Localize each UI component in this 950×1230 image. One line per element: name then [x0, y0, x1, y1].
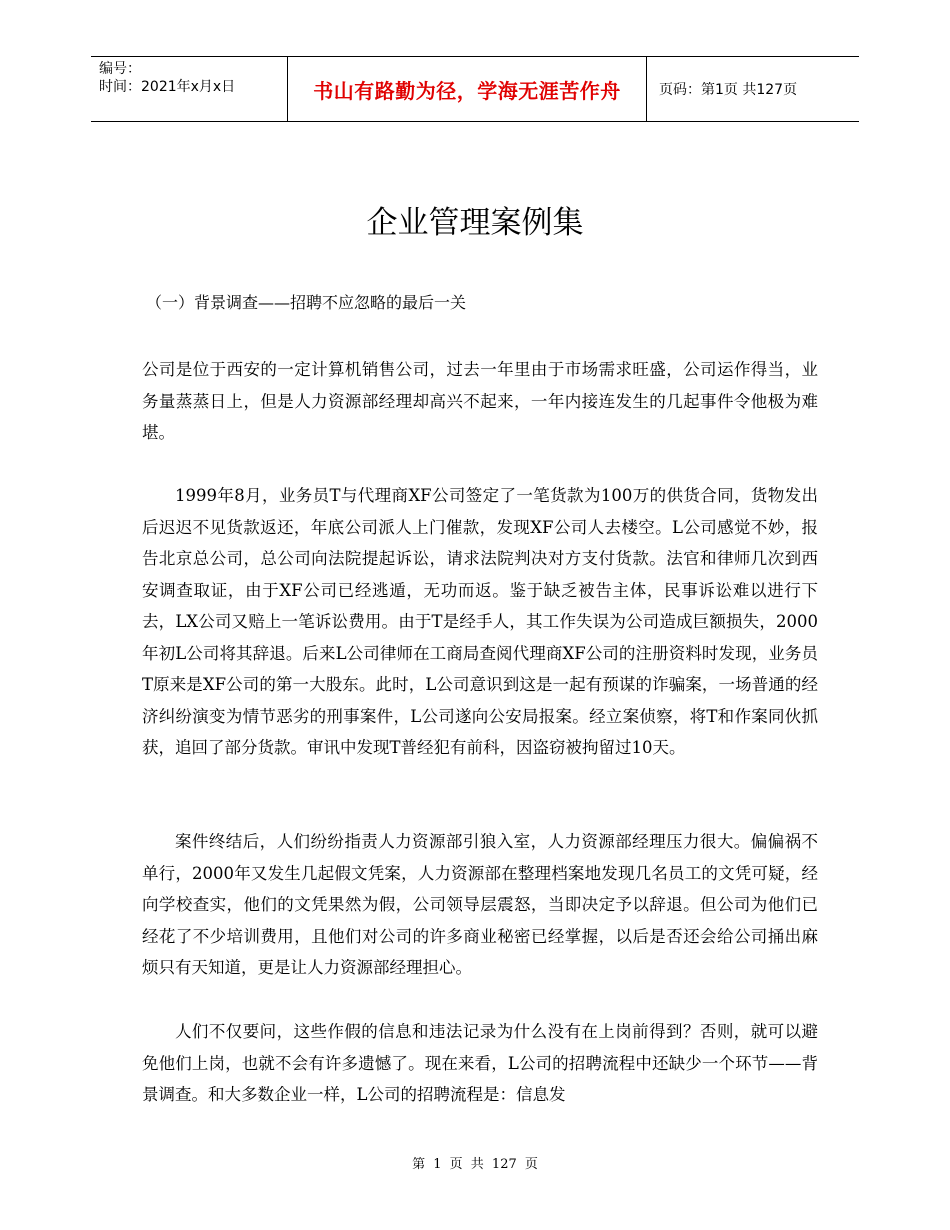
- paragraph-4: 人们不仅要问，这些作假的信息和违法记录为什么没有在上岗前得到？否则，就可以避免他们上岗，也就不会有许多遗憾了。现在来看，L公司的招聘流程中还缺少一个环节——背景调查。和大多数企业一样，L公司的招聘流程是：信息发: [142, 1022, 818, 1104]
- header-number-label: 编号：: [99, 61, 141, 77]
- page-header: [91, 56, 859, 122]
- document-title: 企业管理案例集: [366, 205, 584, 241]
- header-meta: [91, 57, 287, 121]
- paragraph-3: 案件终结后，人们纷纷指责人力资源部引狼入室，人力资源部经理压力很大。偏偏祸不单行，2000年又发生几起假文凭案，人力资源部在整理档案地发现几名员工的文凭可疑，经向学校查实，他们的文凭果然为假，公司领导层震怒，当即决定予以辞退。但公司为他们已经花了不少培训费用，且他们对公司的许多商业秘密已经掌握，以后是否还会给公司捅出麻烦只有天知道，更是让人力资源部经理担心。: [142, 832, 818, 977]
- header-motto: 书山有路勤为径，学海无涯苦作舟: [287, 57, 647, 121]
- paragraph-2: 1999年8月，业务员T与代理商XF公司签定了一笔货款为100万的供货合同，货物发出后迟迟不见货款返还，年底公司派人上门催款，发现XF公司人去楼空。L公司感觉不妙，报告北京总公司，总公司向法院提起诉讼，请求法院判决对方支付货款。法官和律师几次到西安调查取证，由于XF公司已经逃遁，无功而返。鉴于缺乏被告主体，民事诉讼难以进行下去，LX公司又赔上一笔诉讼费用。由于T是经手人，其工作失误为公司造成巨额损失，2000年初L公司将其辞退。后来L公司律师在工商局查阅代理商XF公司的注册资料时发现，业务员T原来是XF公司的第一大股东。此时，L公司意识到这是一起有预谋的诈骗案，一场普通的经济纠纷演变为情节恶劣的刑事案件，L公司遂向公安局报案。经立案侦察，将T和作案同伙抓获，追回了部分货款。审讯中发现T普经犯有前科，因盗窃被拘留过10天。: [142, 486, 818, 757]
- page-footer: 第 1 页 共 127 页: [412, 1157, 538, 1172]
- header-page-info: 页码：第1页 共127页: [659, 82, 798, 98]
- header-time-label: 时间：2021年x月x日: [99, 79, 236, 95]
- section-heading: （一）背景调查——招聘不应忽略的最后一关: [146, 293, 467, 312]
- paragraph-1: 公司是位于西安的一定计算机销售公司，过去一年里由于市场需求旺盛，公司运作得当，业务量蒸蒸日上，但是人力资源部经理却高兴不起来，一年内接连发生的几起事件令他极为难堪。: [142, 360, 818, 442]
